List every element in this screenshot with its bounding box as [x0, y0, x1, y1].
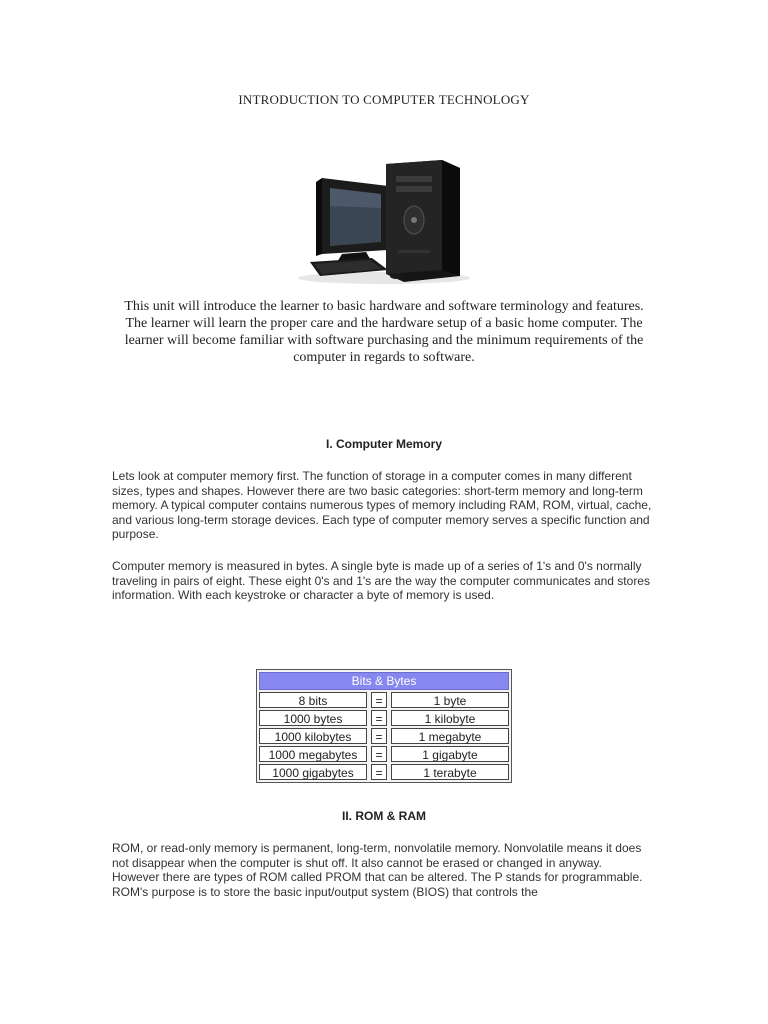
table-row — [259, 710, 509, 726]
table-cell-equals: = — [371, 728, 387, 744]
rom-paragraph: ROM, or read-only memory is permanent, long-term, nonvolatile memory. Nonvolatile means it does not disappear when the computer is shut off. It also cannot be erased or changed in anyway. However there are types of ROM called PROM that can be altered. The P stands for programmable. ROM's purpose is to store the basic input/output system (BIOS) that controls the — [112, 841, 643, 899]
table-cell-equals: = — [371, 746, 387, 762]
table-cell-equals: = — [371, 764, 387, 780]
table-row — [259, 728, 509, 744]
table-cell-value: 1 kilobyte — [391, 710, 509, 726]
table-cell-equals: = — [371, 692, 387, 708]
memory-paragraph-2: Computer memory is measured in bytes. A single byte is made up of a series of 1's and 0's normally traveling in pairs of eight. These eight 0's and 1's are the way the computer communicates and stores information. With each keystroke or character a byte of memory is used. — [112, 559, 650, 602]
section-heading-rom-ram: II. ROM & RAM — [342, 809, 426, 823]
table-cell-unit: 8 bits — [259, 692, 367, 708]
table-row — [259, 692, 509, 708]
page-title: INTRODUCTION TO COMPUTER TECHNOLOGY — [238, 92, 530, 107]
table-cell-unit: 1000 bytes — [259, 710, 367, 726]
table-cell-unit: 1000 megabytes — [259, 746, 367, 762]
table-row — [259, 746, 509, 762]
table-cell-unit: 1000 gigabytes — [259, 764, 367, 780]
table-cell-equals: = — [371, 710, 387, 726]
bits-bytes-table-header: Bits & Bytes — [259, 672, 509, 690]
table-cell-value: 1 terabyte — [391, 764, 509, 780]
table-row — [259, 764, 509, 780]
table-cell-value: 1 byte — [391, 692, 509, 708]
bits-bytes-table — [256, 669, 512, 783]
intro-paragraph: This unit will introduce the learner to basic hardware and software terminology and features. The learner will learn the proper care and the hardware setup of a basic home computer. The learner will become familiar with software purchasing and the minimum requirements of the computer in regards to software. — [124, 299, 644, 365]
table-cell-unit: 1000 kilobytes — [259, 728, 367, 744]
table-cell-value: 1 megabyte — [391, 728, 509, 744]
computer-illustration — [292, 158, 472, 286]
table-cell-value: 1 gigabyte — [391, 746, 509, 762]
section-heading-memory: I. Computer Memory — [325, 437, 442, 451]
memory-paragraph-1: Lets look at computer memory first. The function of storage in a computer comes in many different sizes, types and shapes. However there are two basic categories: short-term memory and long-term memory. A typical computer contains numerous types of memory including RAM, ROM, virtual, cache, and various long-term storage devices. Each type of computer memory serves a specific function and purpose. — [112, 469, 652, 541]
